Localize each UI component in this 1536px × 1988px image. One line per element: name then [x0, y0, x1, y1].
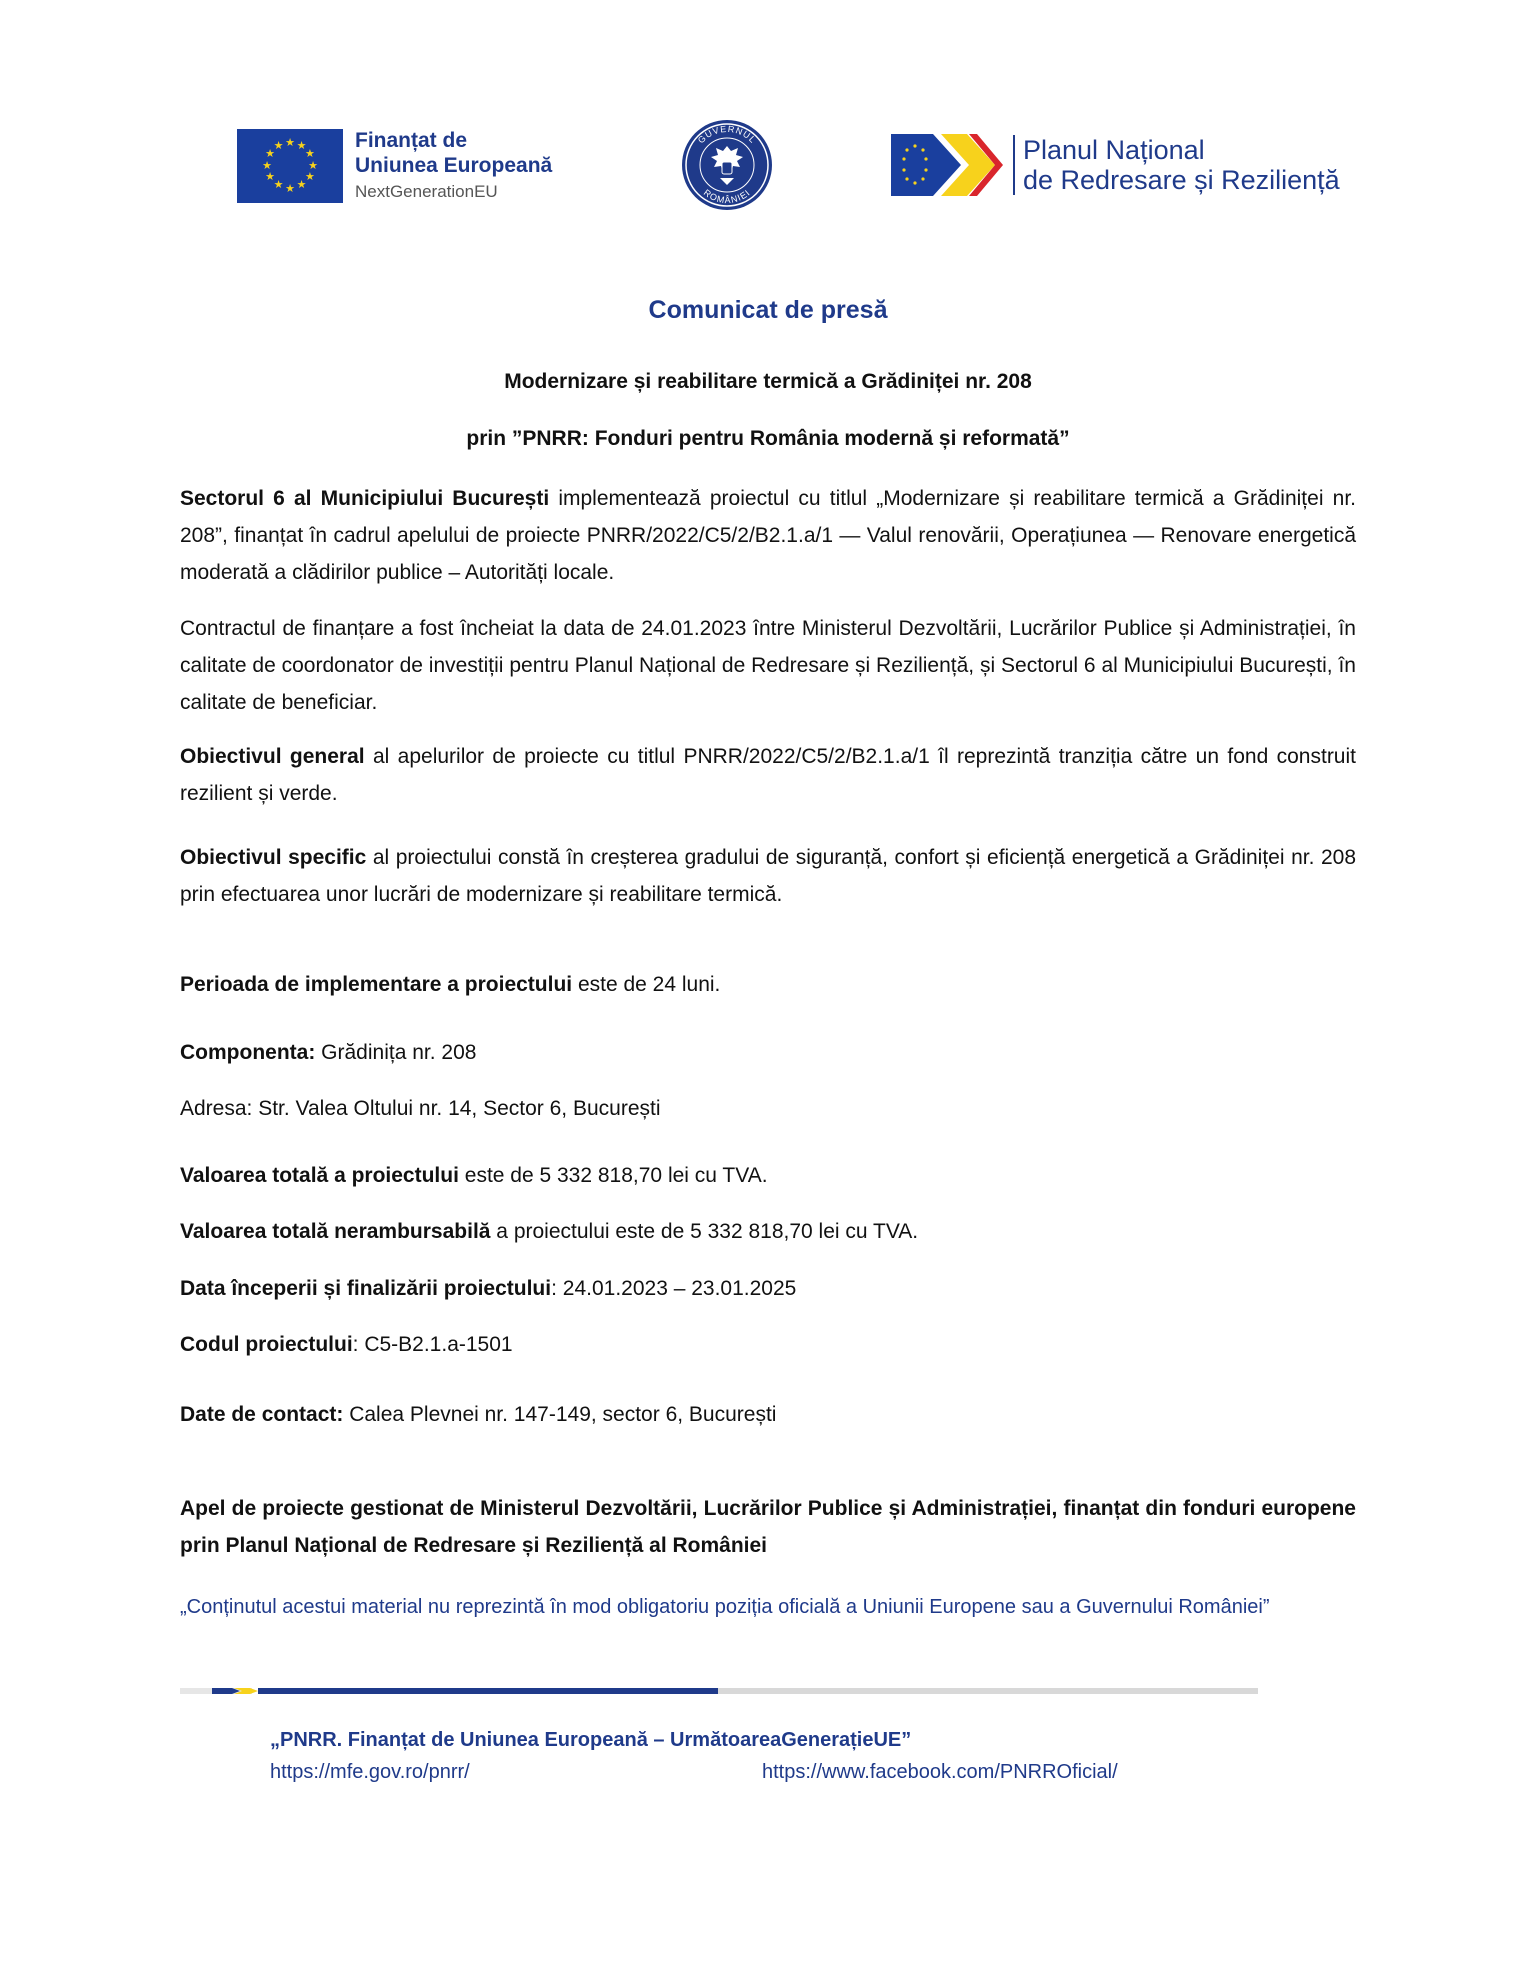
eu-logo-line1: Finanțat de: [355, 129, 468, 152]
eu-funding-logo: [237, 128, 552, 204]
general-objective-paragraph: Obiectivul general al apelurilor de proiecte cu titlul PNRR/2022/C5/2/B2.1.a/1 îl reprezintă tranziția către un fond construit rezilient și verde.: [180, 745, 1356, 805]
document-subtitle-1: Modernizare și reabilitare termică a Grădiniței nr. 208: [504, 370, 1032, 393]
eu-star-icon: ★: [296, 179, 307, 192]
eu-star-icon: ★: [296, 139, 307, 152]
divider-blue: [258, 1688, 718, 1694]
pnrr-arrows-icon: [891, 132, 1003, 198]
eu-star-icon: ★: [308, 159, 318, 172]
eu-star-icon: ★: [265, 148, 276, 160]
eu-star-icon: ★: [304, 171, 315, 183]
eu-star-icon: ★: [265, 171, 276, 183]
non-reimbursable-value-line: Valoarea totală nerambursabilă a proiectului este de 5 332 818,70 lei cu TVA.: [180, 1220, 919, 1243]
seal-bottom-text: ROMÂNIEI: [701, 187, 753, 206]
eu-logo-line2: Uniunea Europeană: [355, 154, 553, 177]
component-line: Componenta: Grădinița nr. 208: [180, 1041, 477, 1064]
document-subtitle-2: prin ”PNRR: Fonduri pentru România modernă și reformată”: [466, 427, 1070, 450]
specific-objective-paragraph: Obiectivul specific al proiectului constă în creșterea gradului de siguranță, confort și eficiență energetică a Grădiniței nr. 208 prin efectuarea unor lucrări de modernizare și reabilitare termică.: [180, 846, 1357, 906]
eu-star-icon: ★: [304, 148, 315, 160]
address-line: Adresa: Str. Valea Oltului nr. 14, Sector 6, București: [180, 1097, 661, 1120]
total-value-line: Valoarea totală a proiectului este de 5 332 818,70 lei cu TVA.: [180, 1164, 768, 1187]
disclaimer-note: „Conținutul acestui material nu reprezintă în mod obligatoriu poziția oficială a Uniunii Europene sau a Guvernului României”: [180, 1596, 1270, 1618]
eu-star-icon: ★: [285, 182, 295, 195]
mfe-link[interactable]: https://mfe.gov.ro/pnrr/: [270, 1761, 470, 1783]
eu-logo-line3: NextGenerationEU: [355, 182, 498, 201]
eu-flag-icon: [237, 129, 343, 203]
pnrr-logo-line2: de Redresare și Reziliență: [1023, 165, 1340, 195]
project-dates-line: Data începerii și finalizării proiectului: 24.01.2023 – 23.01.2025: [180, 1277, 797, 1300]
contact-line: Date de contact: Calea Plevnei nr. 147-149, sector 6, București: [180, 1403, 777, 1426]
document-title: Comunicat de presă: [648, 296, 888, 324]
implementation-period: Perioada de implementare a proiectului este de 24 luni.: [180, 973, 721, 996]
facebook-link[interactable]: https://www.facebook.com/PNRROficial/: [762, 1761, 1118, 1783]
call-management-paragraph: Apel de proiecte gestionat de Ministerul Dezvoltării, Lucrărilor Publice și Administrației, finanțat din fonduri europene prin Planul Național de Redresare și Reziliență al României: [180, 1497, 1356, 1557]
pnrr-logo-line1: Planul Național: [1023, 135, 1205, 165]
divider-grey: [718, 1688, 1258, 1694]
pnrr-logo: [891, 132, 1340, 198]
government-seal-icon: [680, 118, 774, 212]
eu-star-icon: ★: [273, 139, 284, 152]
project-code-line: Codul proiectului: C5-B2.1.a-1501: [180, 1333, 513, 1356]
intro-paragraph: Sectorul 6 al Municipiului București implementează proiectul cu titlul „Modernizare și reabilitare termică a Grădiniței nr. 208”, finanțat în cadrul apelului de proiecte PNRR/2022/C5/2/B2.1.a/1 — Valul renovării, Operațiunea — Renovare energetică moderată a clădirilor publice – Autorități locale.: [180, 487, 1356, 584]
pnrr-slogan: „PNRR. Finanțat de Uniunea Europeană – UrmătoareaGenerațieUE”: [270, 1729, 912, 1751]
divider-arrow-icon: [212, 1684, 260, 1698]
beneficiary-name: Sectorul 6 al Municipiului București: [180, 487, 550, 510]
eu-star-icon: ★: [273, 179, 284, 192]
contract-paragraph: Contractul de finanțare a fost încheiat la data de 24.01.2023 între Ministerul Dezvoltării, Lucrărilor Publice și Administrației, în calitate de coordonator de investiții pentru Planul Național de Redresare și Reziliență, și Sectorul 6 al Municipiului București, în calitate de beneficiar.: [180, 617, 1356, 714]
eu-star-icon: ★: [285, 136, 295, 149]
eu-star-icon: ★: [262, 159, 272, 172]
seal-top-text: GUVERNUL: [695, 123, 759, 146]
